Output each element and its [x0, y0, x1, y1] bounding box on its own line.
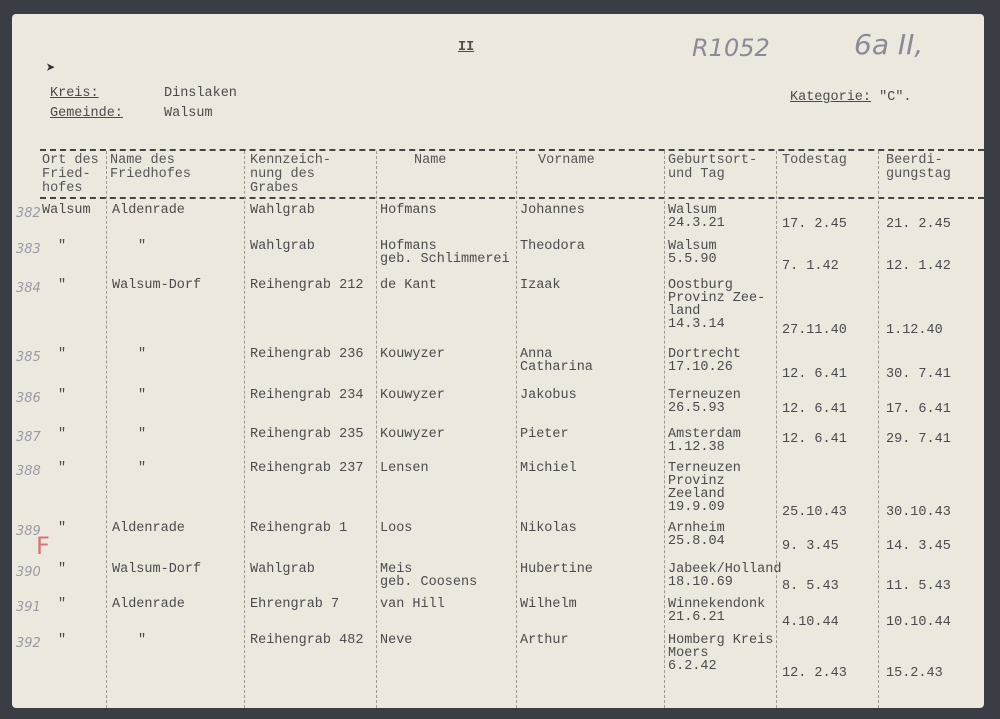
cell-ort: Walsum — [42, 203, 91, 218]
cell-todestag: 7. 1.42 — [782, 259, 839, 274]
gemeinde-label: Gemeinde: — [50, 106, 123, 121]
cell-beerdigungstag: 21. 2.45 — [886, 217, 951, 232]
cell-beerdigungstag: 29. 7.41 — [886, 432, 951, 447]
cell-todestag: 4.10.44 — [782, 615, 839, 630]
cell-grab: Reihengrab 212 — [250, 278, 364, 293]
cell-geburtsort: Walsum 5.5.90 — [668, 239, 717, 267]
cell-name: de Kant — [380, 278, 437, 293]
cell-ort: " — [58, 388, 67, 403]
row-number-handwritten: 382 — [16, 206, 41, 221]
cell-vorname: Wilhelm — [520, 597, 577, 612]
handwritten-code: 6a II, — [854, 28, 924, 61]
cell-ort: " — [58, 633, 67, 648]
cell-name: Meis geb. Coosens — [380, 562, 478, 590]
cell-geburtsort: Terneuzen 26.5.93 — [668, 388, 741, 416]
cell-grab: Wahlgrab — [250, 203, 315, 218]
cell-vorname: Johannes — [520, 203, 585, 218]
cell-beerdigungstag: 12. 1.42 — [886, 259, 951, 274]
cell-grab: Wahlgrab — [250, 562, 315, 577]
cell-friedhof-name: Aldenrade — [112, 521, 185, 536]
row-number-handwritten: 384 — [16, 281, 41, 296]
cell-vorname: Anna Catharina — [520, 347, 593, 375]
cell-vorname: Jakobus — [520, 388, 577, 403]
cell-todestag: 12. 6.41 — [782, 402, 847, 417]
cell-grab: Reihengrab 482 — [250, 633, 364, 648]
cell-friedhof-name: Aldenrade — [112, 597, 185, 612]
cell-name: Kouwyzer — [380, 388, 445, 403]
cell-grab: Ehrengrab 7 — [250, 597, 340, 612]
cell-friedhof-name: " — [138, 239, 147, 254]
row-number-handwritten: 390 — [16, 565, 41, 580]
cell-vorname: Hubertine — [520, 562, 593, 577]
cell-beerdigungstag: 14. 3.45 — [886, 539, 951, 554]
cell-beerdigungstag: 10.10.44 — [886, 615, 951, 630]
red-mark: F — [36, 532, 50, 560]
cell-todestag: 27.11.40 — [782, 323, 847, 338]
cell-ort: " — [58, 278, 67, 293]
cell-todestag: 12. 6.41 — [782, 432, 847, 447]
cell-todestag: 17. 2.45 — [782, 217, 847, 232]
cell-todestag: 25.10.43 — [782, 505, 847, 520]
kategorie-label: Kategorie: — [790, 90, 872, 105]
kategorie-value: "C". — [879, 90, 912, 105]
cell-beerdigungstag: 11. 5.43 — [886, 579, 951, 594]
cell-grab: Reihengrab 237 — [250, 461, 364, 476]
kategorie — [790, 90, 912, 105]
cell-vorname: Nikolas — [520, 521, 577, 536]
cell-beerdigungstag: 30. 7.41 — [886, 367, 951, 382]
column-divider — [516, 151, 517, 708]
table-top-rule — [40, 149, 984, 151]
index-card — [12, 14, 984, 708]
row-number-handwritten: 391 — [16, 600, 41, 615]
cell-ort: " — [58, 347, 67, 362]
row-number-handwritten: 383 — [16, 242, 41, 257]
row-number-handwritten: 389 — [16, 524, 41, 539]
cell-beerdigungstag: 30.10.43 — [886, 505, 951, 520]
cell-name: Kouwyzer — [380, 427, 445, 442]
cell-vorname: Arthur — [520, 633, 569, 648]
cell-geburtsort: Oostburg Provinz Zee- land 14.3.14 — [668, 278, 766, 332]
cell-beerdigungstag: 15.2.43 — [886, 666, 943, 681]
table-header-rule — [40, 197, 984, 199]
column-divider — [244, 151, 245, 708]
cell-name: van Hill — [380, 597, 445, 612]
cell-vorname: Izaak — [520, 278, 561, 293]
cell-name: Lensen — [380, 461, 429, 476]
cell-beerdigungstag: 17. 6.41 — [886, 402, 951, 417]
cell-friedhof-name: " — [138, 388, 147, 403]
cell-grab: Reihengrab 235 — [250, 427, 364, 442]
cell-name: Neve — [380, 633, 413, 648]
cell-geburtsort: Terneuzen Provinz Zeeland 19.9.09 — [668, 461, 741, 515]
cell-geburtsort: Walsum 24.3.21 — [668, 203, 725, 231]
cell-grab: Wahlgrab — [250, 239, 315, 254]
header-kennzeichnung: Kennzeich- nung des Grabes — [250, 153, 332, 196]
cell-beerdigungstag: 1.12.40 — [886, 323, 943, 338]
cell-name: Kouwyzer — [380, 347, 445, 362]
cell-geburtsort: Arnheim 25.8.04 — [668, 521, 725, 549]
cell-friedhof-name: Aldenrade — [112, 203, 185, 218]
cell-todestag: 9. 3.45 — [782, 539, 839, 554]
cell-geburtsort: Dortrecht 17.10.26 — [668, 347, 741, 375]
header-name: Name — [414, 153, 447, 168]
cell-ort: " — [58, 597, 67, 612]
cell-geburtsort: Amsterdam 1.12.38 — [668, 427, 741, 455]
cell-vorname: Michiel — [520, 461, 577, 476]
column-divider — [878, 151, 879, 708]
cell-todestag: 8. 5.43 — [782, 579, 839, 594]
cell-name: Hofmans geb. Schlimmerei — [380, 239, 510, 267]
cell-grab: Reihengrab 1 — [250, 521, 348, 536]
row-number-handwritten: 392 — [16, 636, 41, 651]
card-section-numeral: II — [458, 40, 475, 55]
header-friedhof-name: Name des Friedhofes — [110, 153, 192, 182]
column-divider — [106, 151, 107, 708]
column-divider — [664, 151, 665, 708]
row-number-handwritten: 387 — [16, 430, 41, 445]
mark-arrow-icon: ➤ — [46, 60, 56, 78]
cell-grab: Reihengrab 236 — [250, 347, 364, 362]
cell-friedhof-name: " — [138, 427, 147, 442]
cell-todestag: 12. 2.43 — [782, 666, 847, 681]
cell-friedhof-name: Walsum-Dorf — [112, 278, 202, 293]
cell-name: Hofmans — [380, 203, 437, 218]
cell-friedhof-name: " — [138, 633, 147, 648]
header-vorname: Vorname — [538, 153, 595, 168]
header-geburtsort: Geburtsort- und Tag — [668, 153, 758, 182]
row-number-handwritten: 386 — [16, 391, 41, 406]
cell-friedhof-name: " — [138, 461, 147, 476]
header-todestag: Todestag — [782, 153, 847, 168]
kreis-label: Kreis: — [50, 86, 99, 101]
cell-geburtsort: Jabeek/Holland 18.10.69 — [668, 562, 782, 590]
cell-name: Loos — [380, 521, 413, 536]
kreis-value: Dinslaken — [164, 86, 237, 101]
cell-geburtsort: Winnekendonk 21.6.21 — [668, 597, 766, 625]
cell-ort: " — [58, 562, 67, 577]
cell-todestag: 12. 6.41 — [782, 367, 847, 382]
column-divider — [776, 151, 777, 708]
cell-vorname: Pieter — [520, 427, 569, 442]
cell-ort: " — [58, 239, 67, 254]
column-divider — [376, 151, 377, 708]
header-ort: Ort des Fried- hofes — [42, 153, 99, 196]
cell-ort: " — [58, 461, 67, 476]
row-number-handwritten: 388 — [16, 464, 41, 479]
cell-ort: " — [58, 427, 67, 442]
cell-vorname: Theodora — [520, 239, 585, 254]
cell-friedhof-name: Walsum-Dorf — [112, 562, 202, 577]
cell-friedhof-name: " — [138, 347, 147, 362]
cell-ort: " — [58, 521, 67, 536]
header-beerdigungstag: Beerdi- gungstag — [886, 153, 951, 182]
cell-geburtsort: Homberg Kreis Moers 6.2.42 — [668, 633, 774, 674]
cell-grab: Reihengrab 234 — [250, 388, 364, 403]
row-number-handwritten: 385 — [16, 350, 41, 365]
handwritten-reference: R1052 — [692, 34, 770, 62]
gemeinde-value: Walsum — [164, 106, 213, 121]
